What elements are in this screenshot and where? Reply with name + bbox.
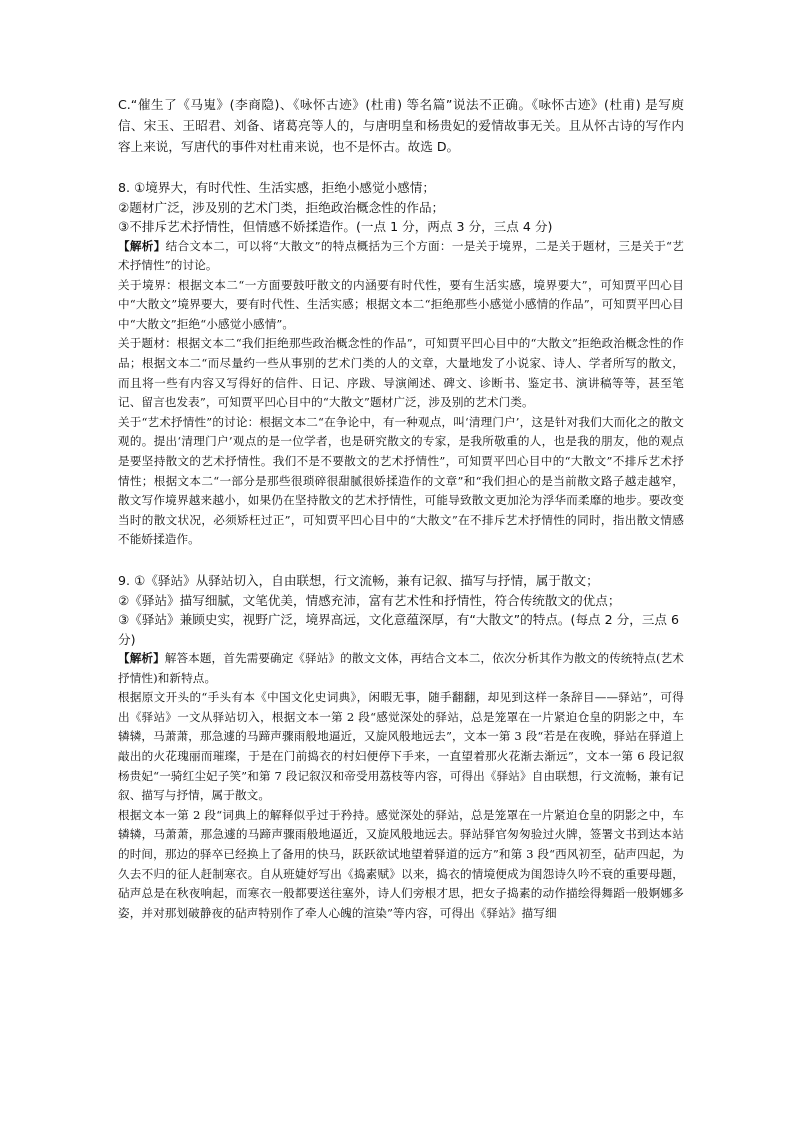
- spacer: [118, 157, 684, 178]
- q9-answer-2: ②《驿站》描写细腻，文笔优美，情感充沛，富有艺术性和抒情性，符合传统散文的优点；: [118, 592, 621, 608]
- q9-analysis-prose: 根据原文开头的“手头有本《中国文化史词典》，闲暇无事，随手翻翻，却见到这样一条辞目——驿站”，可得出《驿站》一文从驿站切入，根据文本一第 2 段“感觉深处的驿站，总是笼罩在一片紧迫仓皇的阴影之中，车辚辚，马萧萧，那急遽的马蹄声骤雨般地逼近，又旋风般地远去”，文本一第 3 段“若是在夜晚，驿站在驿道上敲出的火花瑰丽而璀璨，于是在门前捣衣的村妇便停下手来，一直望着那火花渐去渐远”，文本一第 6 段记叙杨贵妃“一骑红尘妃子笑”和第 7 段记叙汉和帝受用荔枝等内容，可得出《驿站》自由联想，行文流畅，兼有记叙、描写与抒情，属于散文。: [118, 690, 684, 803]
- analysis-tag: 【解析】: [118, 651, 165, 665]
- q8-analysis-text: 结合文本二，可以将“大散文”的特点概括为三个方面：一是关于境界，二是关于题材，三是关于“艺术抒情性”的讨论。: [118, 238, 684, 273]
- q8-analysis-intro: [118, 237, 684, 276]
- analysis-tag: 【解析】: [118, 238, 166, 253]
- q8-analysis-subject: 关于题材：根据文本二“我们拒绝那些政治概念性的作品”，可知贾平凹心目中的“大散文”拒绝政治概念性的作品；根据文本二“而尽量约一些从事别的艺术门类的人的文章，大量地发了小说家、诗人、学者所写的散文，而且将一些有内容又写得好的信件、日记、序跋、导演阐述、碑文、诊断书、鉴定书、演讲稿等等，甚至笔记、留言也发表”，可知贾平凹心目中的“大散文”题材广泛，涉及别的艺术门类。: [118, 336, 684, 410]
- q9-answer-3: ③《驿站》兼顾史实，视野广泛，境界高远，文化意蕴深厚，有“大散文”的特点。(每点 2 分，三点 6 分): [118, 612, 680, 647]
- q7-option-c-explanation: C.“催生了《马嵬》(李商隐)、《咏怀古迹》(杜甫) 等名篇”说法不正确。《咏怀古迹》(杜甫) 是写庾信、宋玉、王昭君、刘备、诸葛亮等人的，与唐明皇和杨贵妃的爱情故事无关。且从怀古诗的写作内容上来说，写唐代的事件对杜甫来说，也不是怀古。故选 D。: [118, 97, 684, 154]
- document-page: [118, 94, 684, 923]
- q9-answer-1: 9. ①《驿站》从驿站切入，自由联想，行文流畅，兼有记叙、描写与抒情，属于散文；: [118, 573, 599, 588]
- question-8: [118, 178, 684, 550]
- q9-analysis-text: 解答本题，首先需要确定《驿站》的散文文体，再结合文本二，依次分析其作为散文的传统特点(艺术抒情性)和新特点。: [118, 651, 684, 685]
- q9-analysis-description: 根据文本一第 2 段“词典上的解释似乎过于矜持。感觉深处的驿站，总是笼罩在一片紧迫仓皇的阴影之中，车辚辚，马萧萧，那急遽的马蹄声骤雨般地逼近，又旋风般地远去。驿站驿官匆匆验过火牌，签署文书到达本站的时间，那边的驿卒已经换上了备用的快马，跃跃欲试地望着驿道的远方”和第 3 段“西风初至，砧声四起，为久去不归的征人赶制寒衣。自从班婕妤写出《捣素赋》以来，捣衣的情境便成为闺怨诗久吟不衰的重要母题，砧声总是在秋夜响起，而寒衣一般都要送往塞外，诗人们旁根才思，把女子捣素的动作描绘得舞蹈一般婀娜多姿，并对那划破静夜的砧声特别作了牵人心魄的渲染”等内容，可得出《驿站》描写细: [118, 807, 684, 920]
- q8-answer-1: 8. ①境界大，有时代性、生活实感，拒绝小感觉小感情；: [118, 180, 435, 195]
- question-9: [118, 571, 684, 923]
- spacer: [118, 550, 684, 571]
- q8-analysis-lyricism: 关于“艺术抒情性”的讨论：根据文本二“在争论中，有一种观点，叫‘清理门户’，这是针对我们大而化之的散文观的。提出‘清理门户’观点的是一位学者，也是研究散文的专家，是我所敬重的人，也是我的朋友，他的观点是要坚持散文的艺术抒情性。我们不是不要散文的艺术抒情性”，可知贾平凹心目中的“大散文”不排斥艺术抒情性；根据文本二“一部分是那些很琐碎很甜腻很娇揉造作的文章”和“我们担心的是当前散文路子越走越窄，散文写作境界越来越小，如果仍在坚持散文的艺术抒情性，可能导致散文更加沦为浮华而柔靡的地步。要改变当时的散文状况，必须矫枉过正”，可知贾平凹心目中的“大散文”在不排斥艺术抒情性的同时，指出散文情感不能娇揉造作。: [118, 414, 684, 547]
- q8-analysis-realm: 关于境界：根据文本二“一方面要鼓吁散文的内涵要有时代性，要有生活实感，境界要大”，可知贾平凹心目中“大散文”境界要大，要有时代性、生活实感；根据文本二“拒绝那些小感觉小感情的作品”，可知贾平凹心目中“大散文”拒绝“小感觉小感情”。: [118, 277, 684, 331]
- q9-analysis-intro: [118, 649, 684, 688]
- q8-answer-3: ③不排斥艺术抒情性，但情感不娇揉造作。(一点 1 分，两点 3 分，三点 4 分): [118, 219, 553, 234]
- q8-answer-2: ②题材广泛，涉及别的艺术门类，拒绝政治概念性的作品；: [118, 199, 445, 215]
